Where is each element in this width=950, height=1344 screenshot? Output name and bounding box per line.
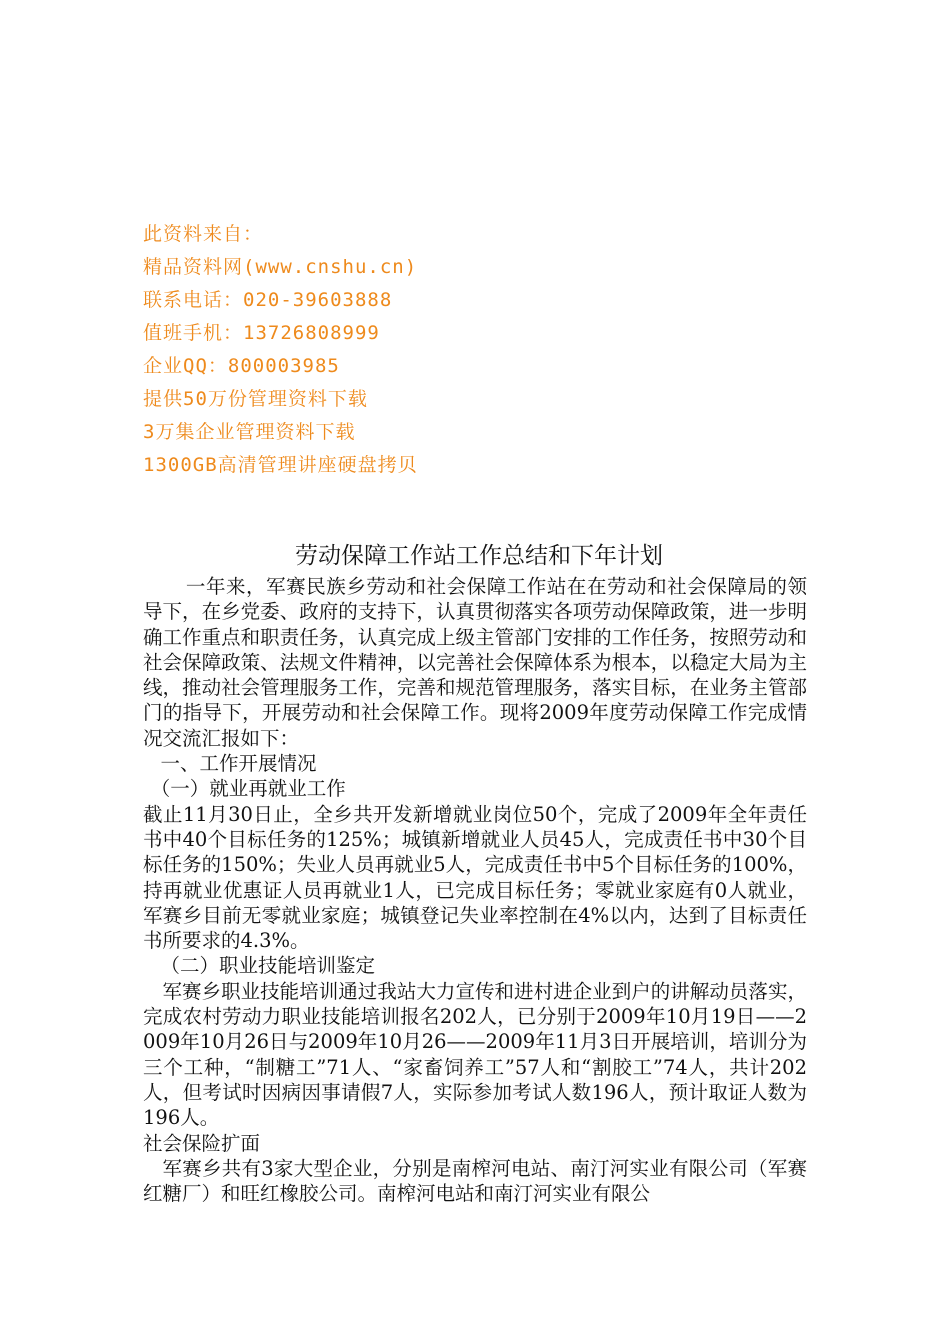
document-body <box>143 538 807 1206</box>
training-paragraph: 军赛乡职业技能培训通过我站大力宣传和进村进企业到户的讲解动员落实，完成农村劳动力职业技能培训报名202人，已分别于2009年10月19日——2009年10月26日与2009年10月26——2009年11月3日开展培训，培训分为三个工种，“制糖工”71人、“家畜饲养工”57人和“割胶工”74人，共计202人，但考试时因病因事请假7人，实际参加考试人数196人，预计取证人数为196人。 <box>143 979 807 1130</box>
promo-phone: 联系电话：020-39603888 <box>143 289 393 311</box>
promo-source-label: 此资料来自： <box>143 223 264 245</box>
promo-block <box>143 218 643 482</box>
subsection-heading-1: （一）就业再就业工作 <box>150 777 346 801</box>
subsection-heading-2: （二）职业技能培训鉴定 <box>160 954 376 978</box>
intro-paragraph: 一年来，军赛民族乡劳动和社会保障工作站在在劳动和社会保障局的领导下，在乡党委、政府的支持下，认真贯彻落实各项劳动保障政策，进一步明确工作重点和职责任务，认真完成上级主管部门安排的工作任务，按照劳动和社会保障政策、法规文件精神，以完善社会保障体系为根本，以稳定大局为主线，推动社会管理服务工作，完善和规范管理服务，落实目标，在业务主管部门的指导下，开展劳动和社会保障工作。现将2009年度劳动保障工作完成情况交流汇报如下： <box>143 575 807 750</box>
promo-offer-1: 提供50万份管理资料下载 <box>143 388 368 410</box>
section-heading-1: 一、工作开展情况 <box>160 752 317 776</box>
insurance-paragraph: 军赛乡共有3家大型企业，分别是南榨河电站、南汀河实业有限公司（军赛红糖厂）和旺红橡胶公司。南榨河电站和南汀河实业有限公 <box>143 1156 807 1206</box>
promo-offer-3: 1300GB高清管理讲座硬盘拷贝 <box>143 454 418 476</box>
document-title: 劳动保障工作站工作总结和下年计划 <box>295 543 663 569</box>
subsection-heading-3: 社会保险扩面 <box>143 1131 261 1155</box>
promo-qq: 企业QQ：800003985 <box>143 355 340 377</box>
employment-paragraph: 截止11月30日止，全乡共开发新增就业岗位50个，完成了2009年全年责任书中40个目标任务的125%；城镇新增就业人员45人，完成责任书中30个目标任务的150%；失业人员再就业5人，完成责任书中5个目标任务的100%，持再就业优惠证人员再就业1人，已完成目标任务；零就业家庭有0人就业，军赛乡目前无零就业家庭；城镇登记失业率控制在4%以内，达到了目标责任书所要求的4.3%。 <box>143 802 807 953</box>
promo-mobile: 值班手机：13726808999 <box>143 322 380 344</box>
promo-website: 精品资料网(www.cnshu.cn) <box>143 256 418 278</box>
promo-offer-2: 3万集企业管理资料下载 <box>143 421 356 443</box>
